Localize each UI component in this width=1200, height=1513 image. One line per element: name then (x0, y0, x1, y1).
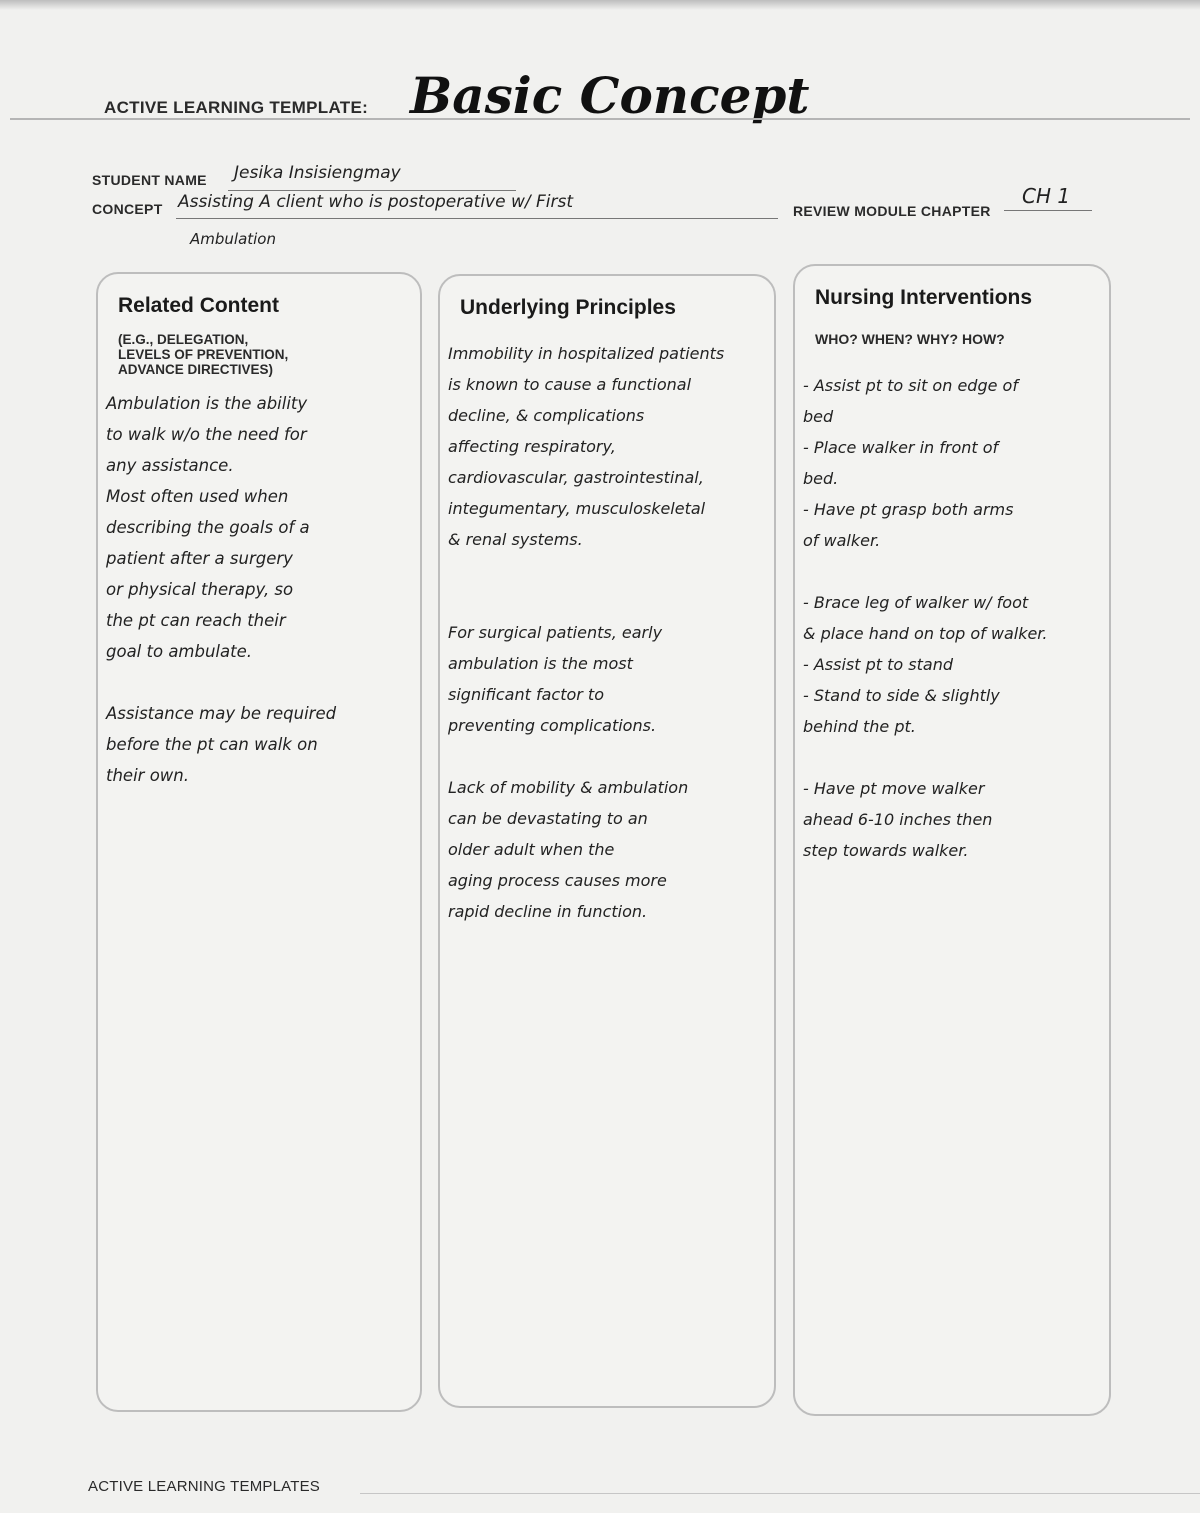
header-divider (10, 118, 1190, 120)
concept-label: CONCEPT (92, 201, 163, 217)
underlying-principles-text[interactable]: Immobility in hospitalized patients is known to cause a functional decline, & complications affecting respiratory, cardiovascular, gastrointestinal, integumentary, musculoskeletal & renal systems. For surgical patients, early ambulation is the most significant factor to preventing complications. Lack of mobility & ambulation can be devastating to an older adult when the aging process causes more rapid decline in function. (448, 344, 725, 921)
related-content-subtitle: (E.G., DELEGATION, LEVELS OF PREVENTION, ADVANCE DIRECTIVES) (118, 332, 289, 377)
review-module-field[interactable]: CH 1 (1022, 184, 1071, 208)
concept-field[interactable]: Assisting A client who is postoperative w/ First (178, 192, 574, 212)
underlying-principles-panel (438, 274, 776, 1408)
nursing-interventions-panel (793, 264, 1111, 1416)
related-content-text[interactable]: Ambulation is the ability to walk w/o the need for any assistance. Most often used when describing the goals of a patient after a surgery or physical therapy, so the pt can reach their goal to ambulate. Assistance may be required before the pt can walk on their own. (106, 394, 337, 785)
review-module-underline (1004, 210, 1092, 211)
page-top-shadow (0, 0, 1200, 10)
footer-label: ACTIVE LEARNING TEMPLATES (88, 1478, 320, 1495)
student-name-field[interactable]: Jesika Insisiengmay (234, 163, 401, 183)
underlying-principles-title: Underlying Principles (460, 296, 676, 319)
student-name-underline (228, 190, 516, 191)
template-label: ACTIVE LEARNING TEMPLATE: (104, 98, 369, 117)
nursing-interventions-text[interactable]: - Assist pt to sit on edge of bed - Place walker in front of bed. - Have pt grasp both arms of walker. - Brace leg of walker w/ foot & place hand on top of walker. - Assist pt to stand - Stand to side & slightly behind the pt. - Have pt move walker ahead 6-10 inches then step towards walker. (803, 376, 1048, 860)
nursing-interventions-subtitle: WHO? WHEN? WHY? HOW? (815, 331, 1005, 347)
student-name-label: STUDENT NAME (92, 172, 207, 188)
template-title: Basic Concept (410, 66, 810, 125)
concept-underline (176, 218, 778, 219)
related-content-title: Related Content (118, 294, 280, 317)
nursing-interventions-title: Nursing Interventions (815, 286, 1033, 309)
concept-field-line2: Ambulation (190, 230, 276, 248)
related-content-panel (96, 272, 422, 1412)
review-module-label: REVIEW MODULE CHAPTER (793, 203, 991, 219)
footer-divider (360, 1493, 1200, 1494)
